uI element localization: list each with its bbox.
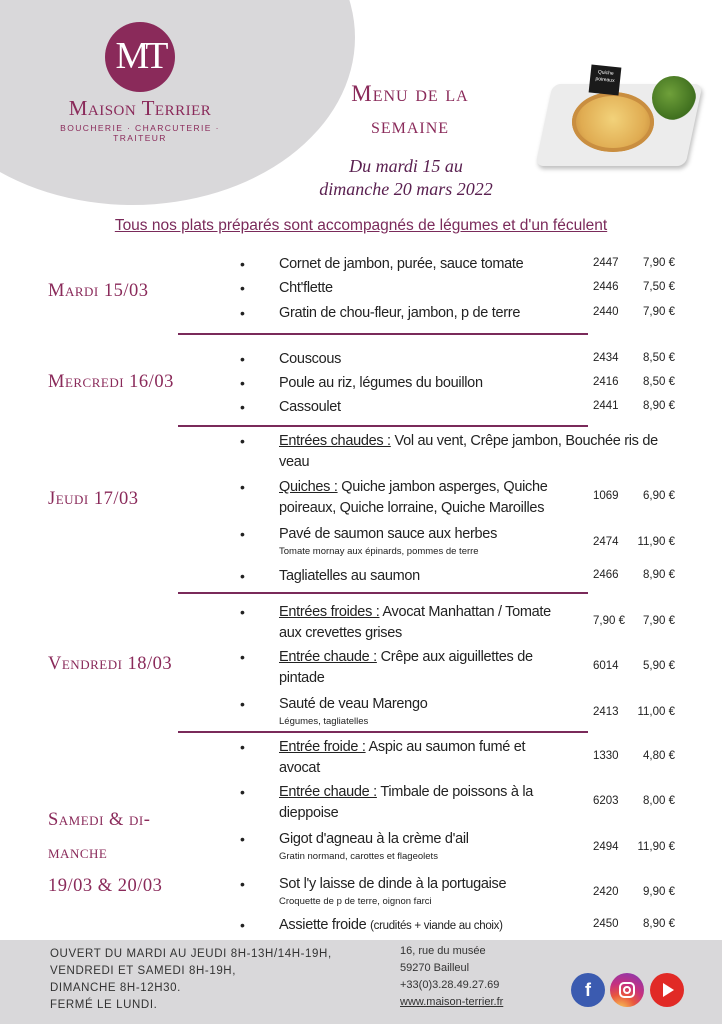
opening-hours: OUVERT DU MARDI AU JEUDI 8H-13H/14H-19H, VENDREDI ET SAMEDI 8H-19H, DIMANCHE 8H-12H30. FERMÉ LE LUNDI. xyxy=(50,948,332,1011)
section-divider xyxy=(178,592,588,594)
day-label-wednesday: Mercredi 16/03 xyxy=(48,372,174,392)
day-label-weekend: Samedi & di- manche 19/03 & 20/03 xyxy=(48,810,163,896)
logo xyxy=(40,22,240,143)
quiche-photo xyxy=(538,62,706,172)
section-divider xyxy=(178,333,588,335)
logo-name: Maison Terrier xyxy=(68,96,212,120)
instagram-icon[interactable] xyxy=(610,973,644,1007)
website-link[interactable]: www.maison-terrier.fr xyxy=(400,996,504,1008)
photo-label: Quiche poireaux xyxy=(589,65,622,96)
logo-monogram: MT xyxy=(105,22,175,92)
section-divider xyxy=(178,731,588,733)
logo-tagline: BOUCHERIE · CHARCUTERIE · TRAITEUR xyxy=(60,123,220,143)
menu-title: Menu de la semaine xyxy=(351,81,469,138)
shop-address: 16, rue du musée 59270 Bailleul +33(0)3.28.49.27.69 www.maison-terrier.fr xyxy=(400,943,503,1011)
youtube-icon[interactable] xyxy=(650,973,684,1007)
menu-period: Du mardi 15 au dimanche 20 mars 2022 xyxy=(319,156,493,199)
footer xyxy=(0,940,722,1024)
day-label-tuesday: Mardi 15/03 xyxy=(48,281,149,301)
section-divider xyxy=(178,425,588,427)
day-label-friday: Vendredi 18/03 xyxy=(48,654,173,674)
facebook-icon[interactable]: f xyxy=(571,973,605,1007)
side-dish-notice: Tous nos plats préparés sont accompagnés de légumes et d'un féculent xyxy=(114,217,608,234)
day-label-thursday: Jeudi 17/03 xyxy=(48,489,139,509)
